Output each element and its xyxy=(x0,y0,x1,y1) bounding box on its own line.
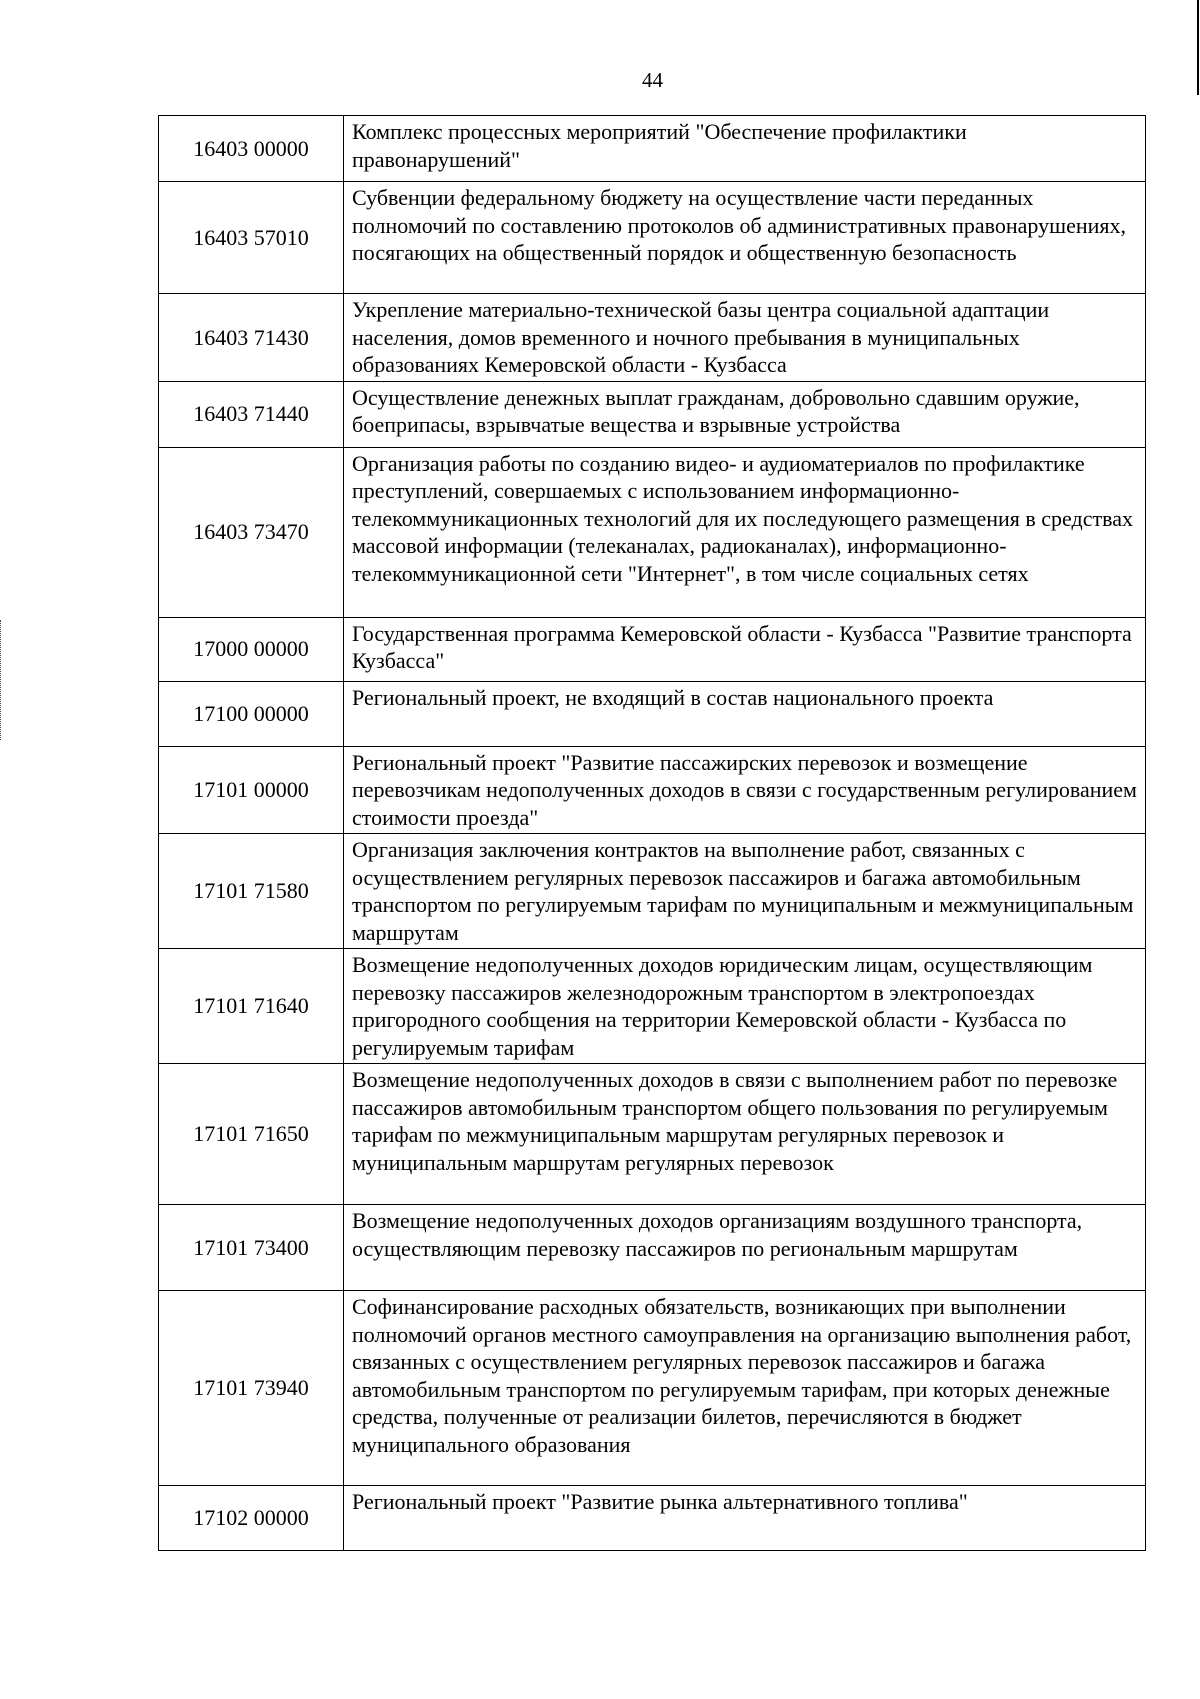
budget-codes-table xyxy=(158,115,1146,1551)
table-row xyxy=(159,949,1146,1064)
description-cell: Организация заключения контрактов на выполнение работ, связанных с осуществлением регулярных перевозок пассажиров и багажа автомобильным транспортом по регулируемым тарифам по муниципальным и межмуниципальным маршрутам xyxy=(344,834,1146,949)
description-cell: Осуществление денежных выплат гражданам, добровольно сдавшим оружие, боеприпасы, взрывчатые вещества и взрывные устройства xyxy=(344,381,1146,447)
description-cell: Комплекс процессных мероприятий "Обеспечение профилактики правонарушений" xyxy=(344,116,1146,182)
code-cell: 16403 71430 xyxy=(159,294,344,382)
description-cell: Региональный проект, не входящий в состав национального проекта xyxy=(344,681,1146,746)
table-row xyxy=(159,381,1146,447)
table-row xyxy=(159,1205,1146,1291)
table-row xyxy=(159,116,1146,182)
page-number: 44 xyxy=(642,68,663,92)
table-row xyxy=(159,834,1146,949)
code-cell: 16403 73470 xyxy=(159,447,344,617)
table-row xyxy=(159,1291,1146,1486)
code-cell: 16403 00000 xyxy=(159,116,344,182)
code-cell: 17101 71640 xyxy=(159,949,344,1064)
scan-margin-marks xyxy=(0,620,4,740)
description-cell: Организация работы по созданию видео- и аудиоматериалов по профилактике преступлений, совершаемых с использованием информационно-телекоммуникационных технологий для их последующего размещения в средствах массовой информации (телеканалах, радиоканалах), информационно-телекоммуникационной сети "Интернет", в том числе социальных сетях xyxy=(344,447,1146,617)
code-cell: 17000 00000 xyxy=(159,617,344,681)
table-row xyxy=(159,1486,1146,1551)
table-body xyxy=(159,116,1146,1551)
table-row xyxy=(159,294,1146,382)
description-cell: Возмещение недополученных доходов организациям воздушного транспорта, осуществляющим перевозку пассажиров по региональным маршрутам xyxy=(344,1205,1146,1291)
code-cell: 16403 71440 xyxy=(159,381,344,447)
description-cell: Возмещение недополученных доходов в связи с выполнением работ по перевозке пассажиров автомобильным транспортом общего пользования по регулируемым тарифам по межмуниципальным маршрутам регулярных перевозок и муниципальным маршрутам регулярных перевозок xyxy=(344,1064,1146,1205)
table-row xyxy=(159,681,1146,746)
code-cell: 17101 73940 xyxy=(159,1291,344,1486)
description-cell: Возмещение недополученных доходов юридическим лицам, осуществляющим перевозку пассажиров железнодорожным транспортом в электропоездах пригородного сообщения на территории Кемеровской области - Кузбасса по регулируемым тарифам xyxy=(344,949,1146,1064)
description-cell: Укрепление материально-технической базы центра социальной адаптации населения, домов временного и ночного пребывания в муниципальных образованиях Кемеровской области - Кузбасса xyxy=(344,294,1146,382)
code-cell: 17102 00000 xyxy=(159,1486,344,1551)
description-cell: Софинансирование расходных обязательств, возникающих при выполнении полномочий органов местного самоуправления на организацию выполнения работ, связанных с осуществлением регулярных перевозок пассажиров и багажа автомобильным транспортом по регулируемым тарифам, при которых денежные средства, полученные от реализации билетов, перечисляются в бюджет муниципального образования xyxy=(344,1291,1146,1486)
code-cell: 16403 57010 xyxy=(159,182,344,294)
table-row xyxy=(159,1064,1146,1205)
description-cell: Государственная программа Кемеровской области - Кузбасса "Развитие транспорта Кузбасса" xyxy=(344,617,1146,681)
code-cell: 17101 00000 xyxy=(159,746,344,834)
table-row xyxy=(159,617,1146,681)
table-row xyxy=(159,182,1146,294)
table-row xyxy=(159,746,1146,834)
code-cell: 17101 71650 xyxy=(159,1064,344,1205)
table-row xyxy=(159,447,1146,617)
code-cell: 17100 00000 xyxy=(159,681,344,746)
code-cell: 17101 73400 xyxy=(159,1205,344,1291)
description-cell: Региональный проект "Развитие рынка альтернативного топлива" xyxy=(344,1486,1146,1551)
code-cell: 17101 71580 xyxy=(159,834,344,949)
description-cell: Региональный проект "Развитие пассажирских перевозок и возмещение перевозчикам недополученных доходов в связи с государственным регулированием стоимости проезда" xyxy=(344,746,1146,834)
description-cell: Субвенции федеральному бюджету на осуществление части переданных полномочий по составлению протоколов об административных правонарушениях, посягающих на общественный порядок и общественную безопасность xyxy=(344,182,1146,294)
